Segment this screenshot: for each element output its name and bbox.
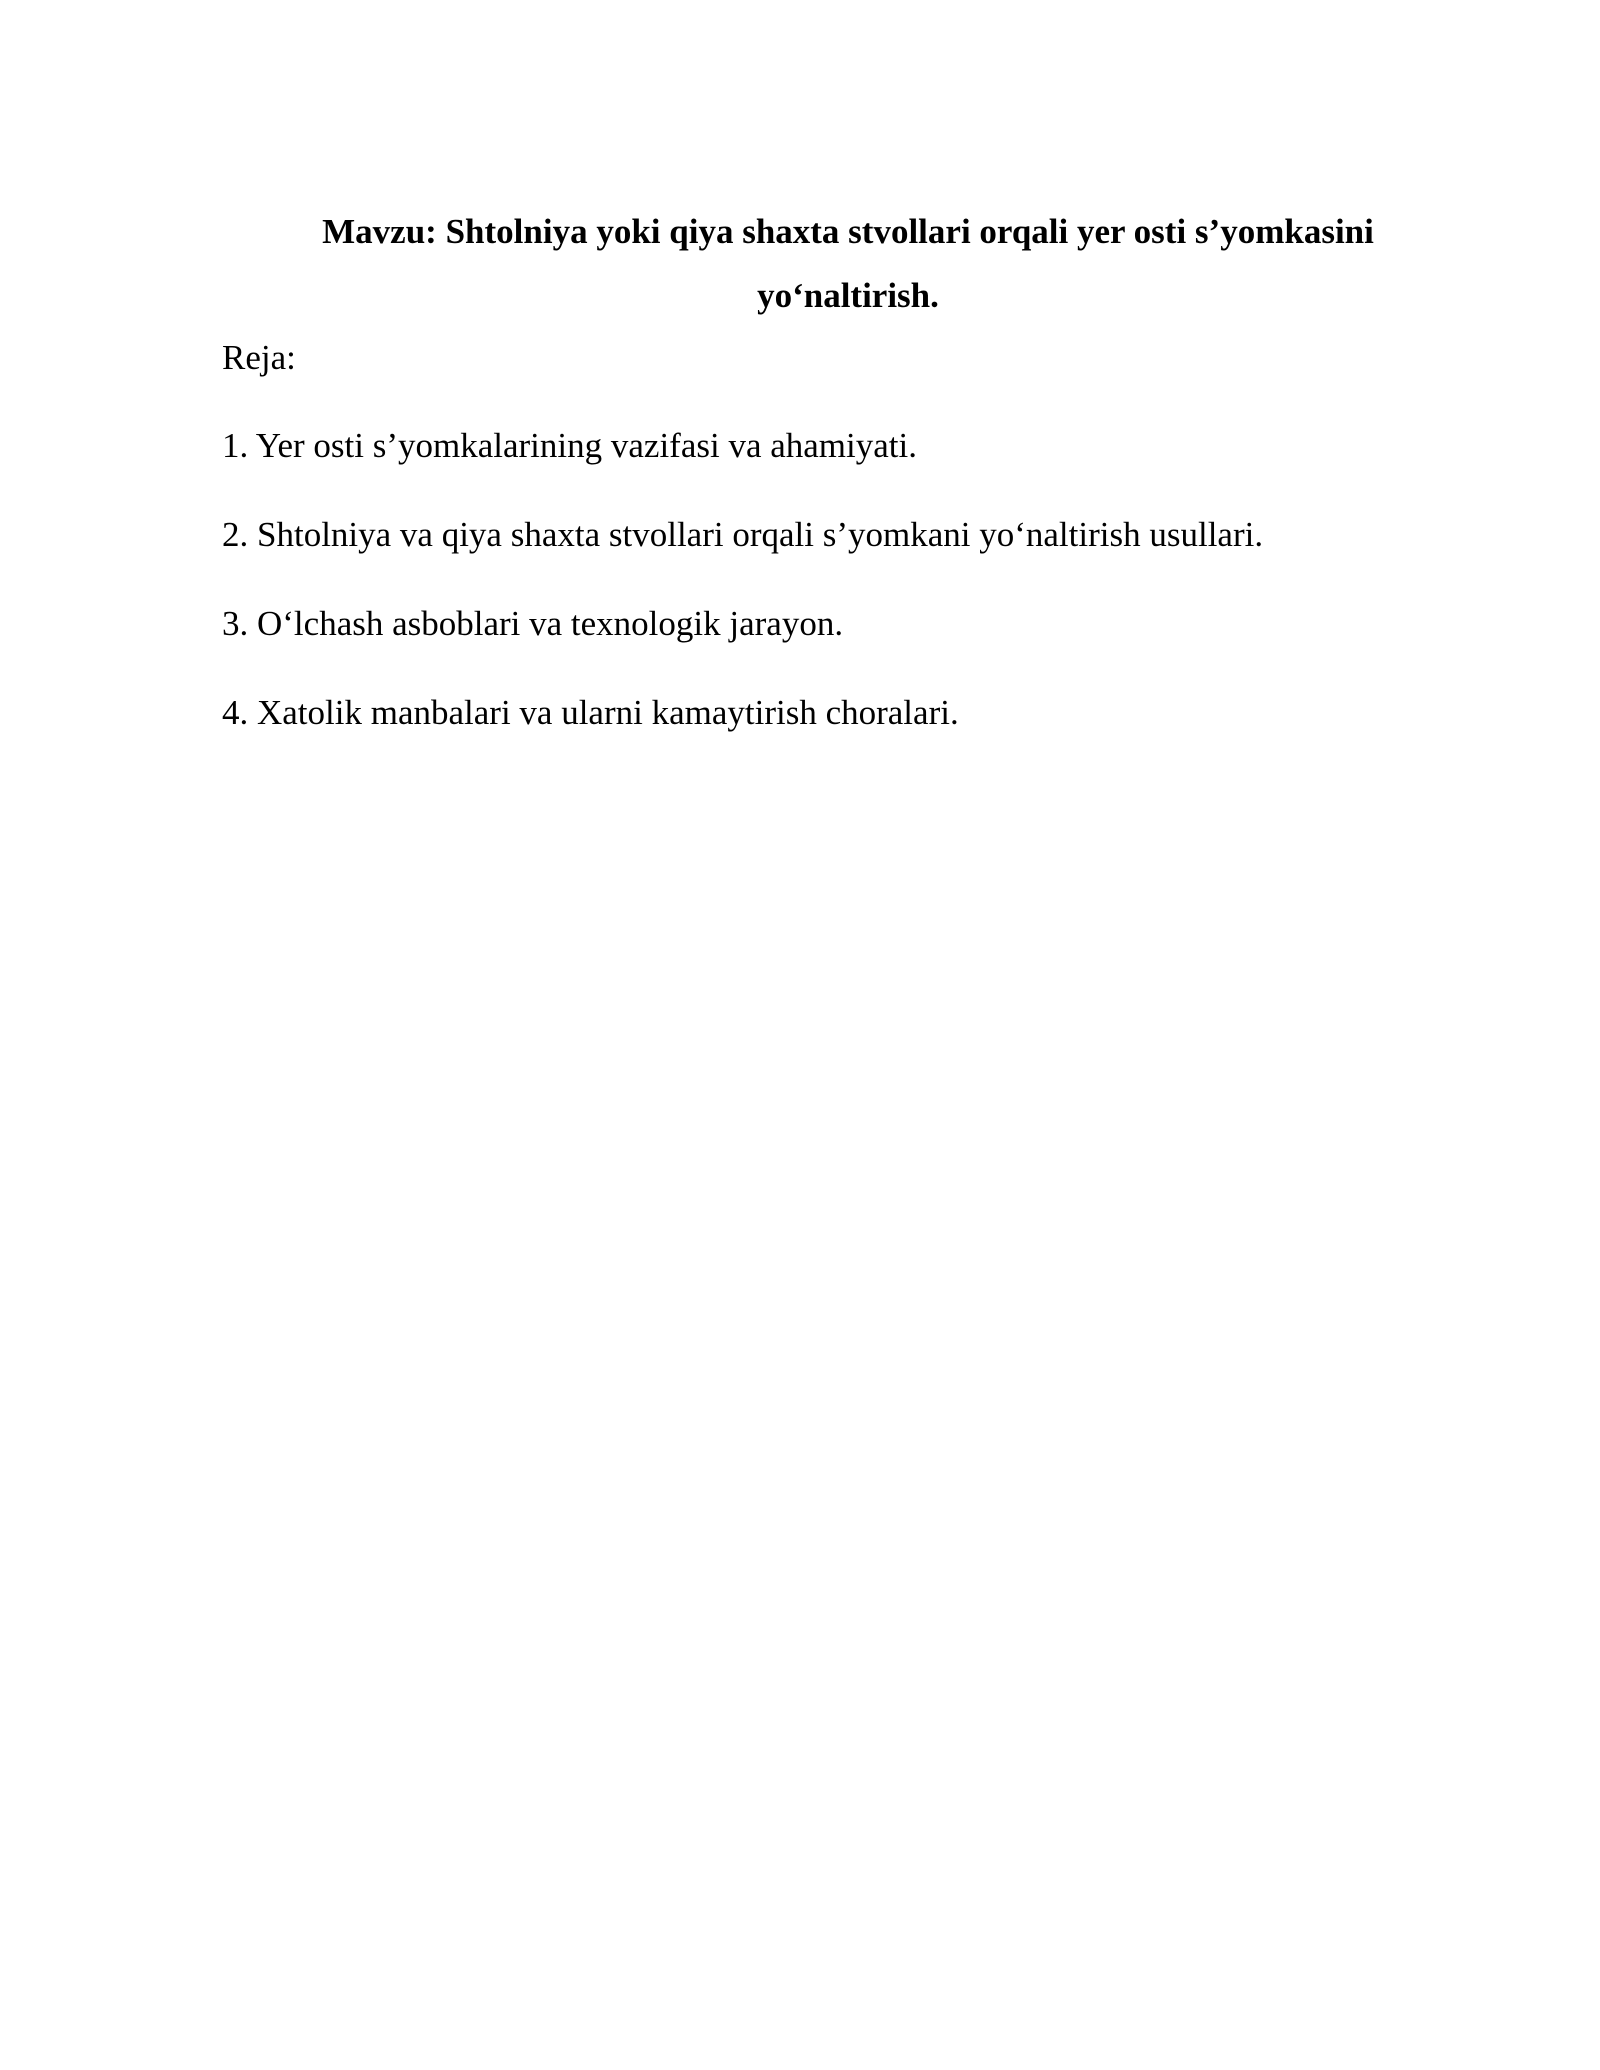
plan-label: Reja: <box>222 338 296 377</box>
plan-item-3: 3. O‘lchash asboblari va texnologik jarayon. <box>222 604 844 643</box>
title-line-1: Mavzu: Shtolniya yoki qiya shaxta stvollari orqali yer osti s’yomkasini <box>322 212 1374 251</box>
plan-item-1: 1. Yer osti s’yomkalarining vazifasi va ahamiyati. <box>222 426 917 465</box>
document-title <box>222 200 1474 328</box>
plan-item-4: 4. Xatolik manbalari va ularni kamaytirish choralari. <box>222 693 959 732</box>
plan-item-2: 2. Shtolniya va qiya shaxta stvollari orqali s’yomkani yo‘naltirish usullari. <box>222 515 1264 554</box>
title-line-2: yo‘naltirish. <box>757 276 939 315</box>
plan-list <box>222 424 1472 780</box>
